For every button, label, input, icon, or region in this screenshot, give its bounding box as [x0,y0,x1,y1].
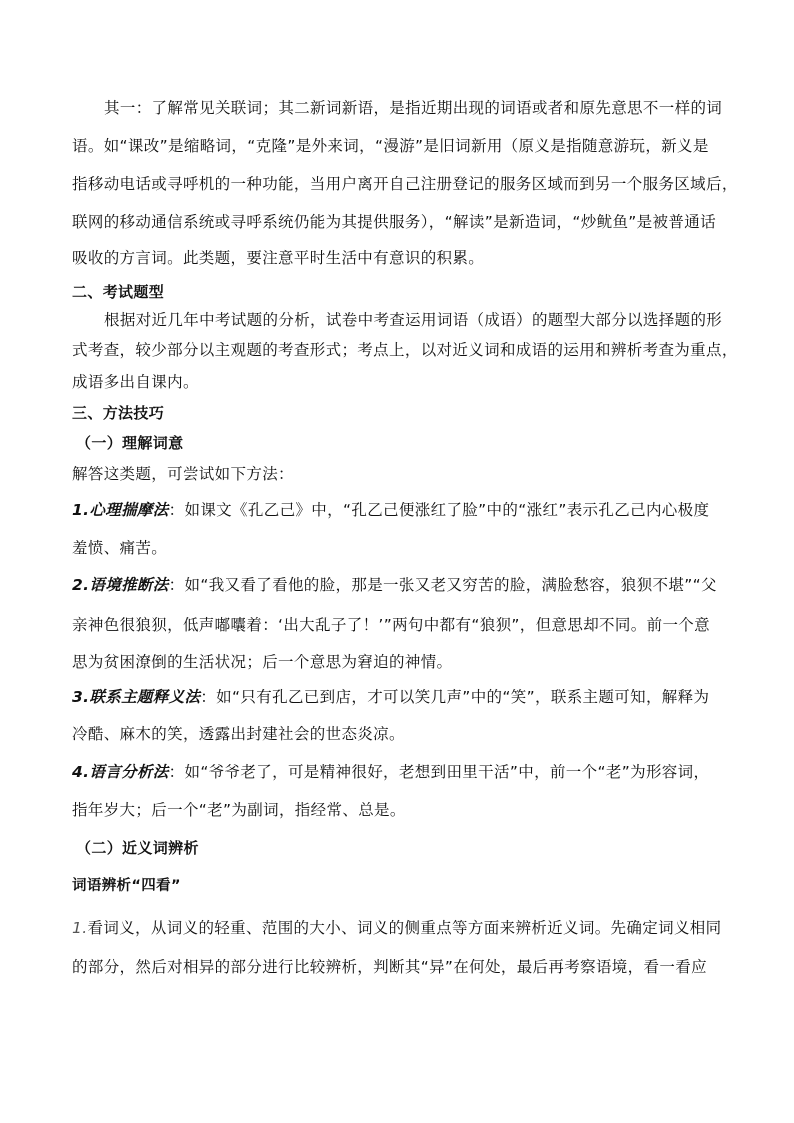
method-2-line-3: 思为贫困潦倒的生活状况；后一个意思为窘迫的神情。 [72,653,453,671]
method-3-line-2: 冷酷、麻木的笑，透露出封建社会的世态炎凉。 [72,725,405,743]
paragraph1-line-1: 其一：了解常见关联词；其二新词新语，是指近期出现的词语或者和原先意思不一样的词 [104,99,723,117]
method-4-line-2: 指年岁大；后一个“老”为副词，指经常、总是。 [72,801,406,819]
four-looks-title: 词语辨析“四看” [72,878,181,894]
section2-heading: 二、考试题型 [72,283,165,301]
method-3-text: ：如“只有孔乙已到店，才可以笑几声”中的“笑”，联系主题可知，解释为 [200,688,710,706]
method-1-text: ：如课文《孔乙己》中，“孔乙己便涨红了脸”中的“涨红”表示孔乙己内心极度 [168,501,710,519]
method-4-line-1 [72,762,709,782]
intro-line: 解答这类题，可尝试如下方法： [72,465,294,483]
method-2-label: 2.语境推断法 [72,576,169,594]
paragraph1-line-4: 联网的移动通信系统或寻呼系统仍能为其提供服务），“解读”是新造词，“炒鱿鱼”是被普通话 [72,213,716,231]
section3-heading: 三、方法技巧 [72,404,165,422]
point-1-text: 看词义，从词义的轻重、范围的大小、词义的侧重点等方面来辨析近义词。先确定词义相同 [87,919,722,937]
point-1-line-1 [72,918,722,938]
method-1-line-1 [72,500,709,520]
subheading-understand-meaning: （一）理解词意 [76,434,184,452]
point-1-label: 1. [72,919,88,937]
method-2-line-2: 亲神色很狼狈，低声嘟囔着：‘出大乱子了！’”两句中都有“狼狈”，但意思却不同。前一个意 [72,616,710,634]
paragraph1-line-2: 语。如“课改”是缩略词，“克隆”是外来词，“漫游”是旧词新用（原义是指随意游玩，新义是 [72,137,709,155]
section2-line-2: 式考查，较少部分以主观题的考查形式；考点上，以对近义词和成语的运用和辨析考查为重点， [72,341,738,359]
paragraph1-line-3: 指移动电话或寻呼机的一种功能，当用户离开自己注册登记的服务区域而到另一个服务区域后， [72,175,738,193]
section2-line-1: 根据对近几年中考试题的分析，试卷中考查运用词语（成语）的题型大部分以选择题的形 [104,311,723,329]
method-2-line-1 [72,575,717,595]
method-2-text: ：如“我又看了看他的脸，那是一张又老又穷苦的脸，满脸愁容，狼狈不堪”“父 [168,576,717,594]
method-4-text: ：如“爷爷老了，可是精神很好，老想到田里干活”中，前一个“老”为形容词， [168,763,710,781]
subheading-synonym-analysis: （二）近义词辨析 [76,839,199,857]
section2-line-3: 成语多出自课内。 [72,373,199,391]
method-1-label: 1.心理揣摩法 [72,501,169,519]
paragraph1-line-5: 吸收的方言词。此类题，要注意平时生活中有意识的积累。 [72,249,485,267]
method-1-line-2: 羞愤、痛苦。 [72,539,168,557]
method-4-label: 4.语言分析法 [72,763,169,781]
method-3-line-1 [72,687,709,707]
method-3-label: 3.联系主题释义法 [72,688,201,706]
point-1-line-2: 的部分，然后对相异的部分进行比较辨析，判断其“异”在何处，最后再考察语境，看一看应 [72,958,707,976]
